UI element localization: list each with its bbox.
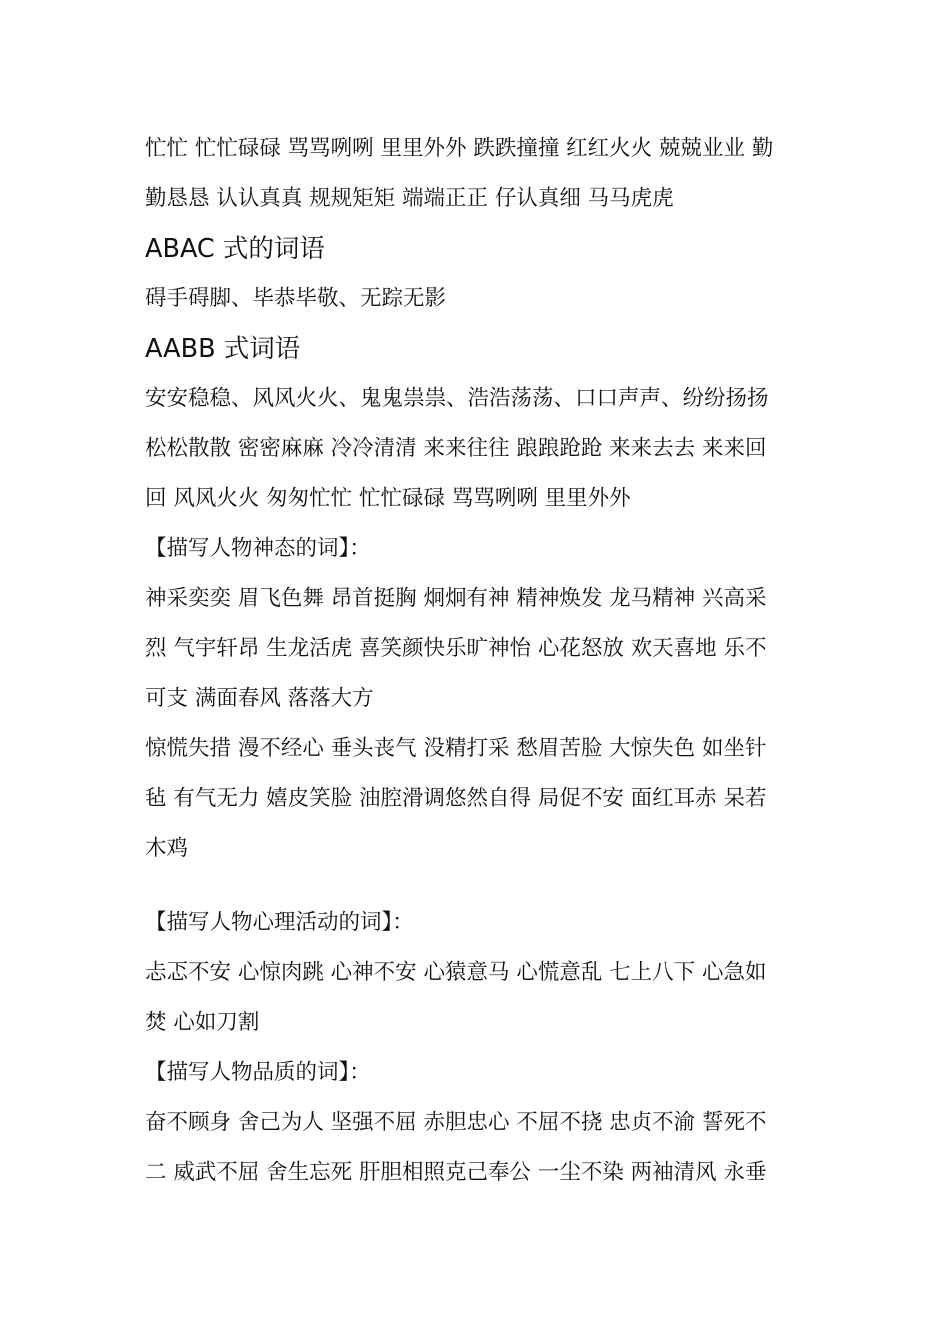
text-line: 烈 气宇轩昂 生龙活虎 喜笑颜快乐旷神怡 心花怒放 欢天喜地 乐不: [145, 636, 767, 661]
text-line: 奋不顾身 舍己为人 坚强不屈 赤胆忠心 不屈不挠 忠贞不渝 誓死不: [145, 1110, 767, 1135]
section-label-expression: 【描写人物神态的词】：: [145, 536, 371, 561]
text-line: 勤恳恳 认认真真 规规矩矩 端端正正 仔认真细 马马虎虎: [145, 186, 674, 211]
text-line: 惊慌失措 漫不经心 垂头丧气 没精打采 愁眉苦脸 大惊失色 如坐针: [145, 736, 767, 761]
text-line: 碍手碍脚、毕恭毕敬、无踪无影: [145, 286, 447, 311]
text-line: 回 风风火火 匆匆忙忙 忙忙碌碌 骂骂咧咧 里里外外: [145, 486, 631, 511]
text-line: 木鸡: [145, 836, 189, 861]
section-heading-abac: ABAC 式的词语: [145, 234, 325, 264]
section-label-psychology: 【描写人物心理活动的词】：: [145, 910, 414, 935]
text-line: 焚 心如刀割: [145, 1010, 260, 1035]
text-line: 忐忑不安 心惊肉跳 心神不安 心猿意马 心慌意乱 七上八下 心急如: [145, 960, 767, 985]
text-line: 二 威武不屈 舍生忘死 肝胆相照克己奉公 一尘不染 两袖清风 永垂: [145, 1160, 767, 1185]
text-line: 松松散散 密密麻麻 冷冷清清 来来往往 踉踉跄跄 来来去去 来来回: [145, 436, 767, 461]
document-page: [145, 124, 795, 1198]
section-heading-aabb: AABB 式词语: [145, 334, 301, 364]
text-line: 神采奕奕 眉飞色舞 昂首挺胸 炯炯有神 精神焕发 龙马精神 兴高采: [145, 586, 767, 611]
paragraph-gap: [145, 874, 795, 898]
text-line: 忙忙 忙忙碌碌 骂骂咧咧 里里外外 跌跌撞撞 红红火火 兢兢业业 勤: [145, 136, 774, 161]
text-line: 安安稳稳、风风火火、鬼鬼祟祟、浩浩荡荡、口口声声、纷纷扬扬: [145, 386, 769, 411]
text-line: 可支 满面春风 落落大方: [145, 686, 374, 711]
text-line: 毡 有气无力 嬉皮笑脸 油腔滑调悠然自得 局促不安 面红耳赤 呆若: [145, 786, 767, 811]
section-label-character: 【描写人物品质的词】：: [145, 1060, 371, 1085]
